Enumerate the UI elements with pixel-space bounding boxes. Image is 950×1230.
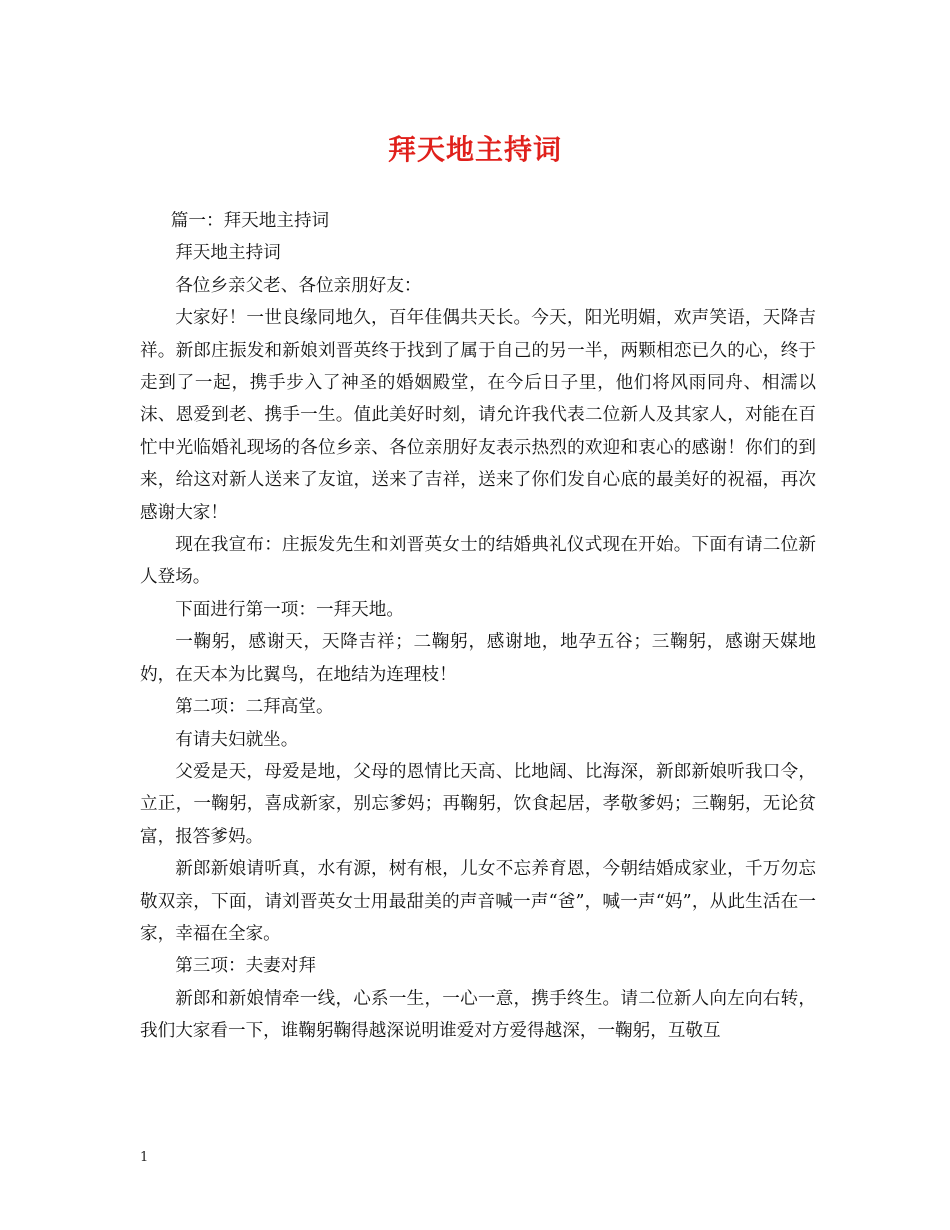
paragraph: 拜天地主持词 — [175, 243, 281, 264]
paragraph: 篇一：拜天地主持词 — [170, 211, 330, 231]
paragraph: 现在我宣布：庄振发先生和刘晋英女士的结婚典礼仪式现在开始。下面有请二位新人登场。 — [140, 535, 816, 588]
paragraph: 第三项：夫妻对拜 — [175, 956, 316, 977]
paragraph: 新郎和新娘情牵一线，心系一生，一心一意，携手终生。请二位新人向左向右转，我们大家看一下，谁鞠躬鞠得越深说明谁爱对方爱得越深，一鞠躬，互敬互 — [140, 988, 816, 1042]
paragraph: 有请夫妇就坐。 — [175, 729, 299, 750]
paragraph: 一鞠躬，感谢天，天降吉祥；二鞠躬，感谢地，地孕五谷；三鞠躬，感谢天媒地妁，在天本为比翼鸟，在地结为连理枝！ — [140, 632, 816, 685]
paragraph: 各位乡亲父老、各位亲朋好友： — [175, 275, 422, 296]
paragraph: 下面进行第一项：一拜天地。 — [175, 599, 404, 620]
paragraph: 第二项：二拜高堂。 — [175, 697, 334, 718]
paragraph: 新郎新娘请听真，水有源，树有根，儿女不忘养育恩，今朝结婚成家业，千万勿忘敬双亲，下面，请刘晋英女士用最甜美的声音喊一声“爸”，喊一声“妈”，从此生活在一家，幸福在全家。 — [140, 859, 816, 944]
document-title: 拜天地主持词 — [387, 133, 562, 166]
paragraph: 大家好！一世良缘同地久，百年佳偶共天长。今天，阳光明媚，欢声笑语，天降吉祥。新郎庄振发和新娘刘晋英终于找到了属于自己的另一半，两颗相恋已久的心，终于走到了一起，携手步入了神圣的婚姻殿堂，在今后日子里，他们将风雨同舟、相濡以沫、恩爱到老、携手一生。值此美好时刻，请允许我代表二位新人及其家人，对能在百忙中光临婚礼现场的各位乡亲、各位亲朋好友表示热烈的欢迎和衷心的感谢！你们的到来，给这对新人送来了友谊，送来了吉祥，送来了你们发自心底的最美好的祝福，再次感谢大家！ — [140, 308, 816, 523]
document-body — [140, 205, 816, 1048]
page-number: 1 — [140, 1150, 149, 1165]
paragraph: 父爱是天，母爱是地，父母的恩情比天高、比地阔、比海深，新郎新娘听我口令，立正，一鞠躬，喜成新家，别忘爹妈；再鞠躬，饮食起居，孝敬爹妈；三鞠躬，无论贫富，报答爹妈。 — [140, 761, 816, 847]
